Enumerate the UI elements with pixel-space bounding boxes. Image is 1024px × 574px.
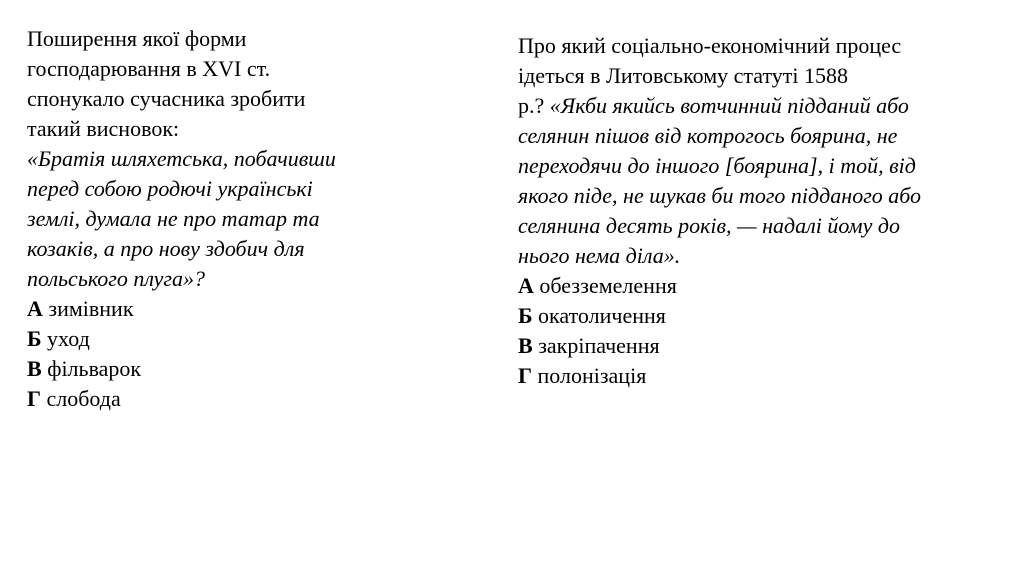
question-left-prompt-line: господарювання в XVI ст. (27, 56, 271, 81)
question-left-quote-line: перед собою родючі українські (27, 176, 313, 201)
answer-option-a[interactable] (518, 271, 998, 301)
option-letter: В (27, 356, 42, 381)
option-text: полонізація (532, 363, 647, 388)
question-right-prompt-line: Про який соціально-економічний процес (518, 33, 902, 58)
question-right-quote-line: селянин пішов від котрогось боярина, не (518, 123, 898, 148)
question-left-quote-line: польського плуга»? (27, 266, 206, 291)
question-left (27, 24, 397, 414)
question-left-quote-line: землі, думала не про татар та (27, 206, 320, 231)
question-right-quote-line: селянина десять років, — надалі йому до (518, 213, 900, 238)
option-letter: Г (27, 386, 41, 411)
question-right-quote-start: «Якби якийсь вотчинний підданий або (549, 93, 909, 118)
option-letter: Б (518, 303, 533, 328)
option-letter: В (518, 333, 533, 358)
answer-option-b[interactable] (518, 301, 998, 331)
question-left-quote-line: «Братія шляхетська, побачивши (27, 146, 336, 171)
answer-option-v[interactable] (27, 354, 397, 384)
question-left-prompt-line: Поширення якої форми (27, 26, 247, 51)
answer-option-h[interactable] (518, 361, 998, 391)
option-text: окатоличення (532, 303, 666, 328)
option-text: фільварок (41, 356, 142, 381)
question-right-quote-line: якого піде, не шукав би того підданого або (518, 183, 922, 208)
answer-option-v[interactable] (518, 331, 998, 361)
option-text: уход (41, 326, 90, 351)
question-left-prompt-line: спонукало сучасника зробити (27, 86, 306, 111)
answer-option-b[interactable] (27, 324, 397, 354)
option-letter: А (27, 296, 43, 321)
question-right-quote-line: нього нема діла». (518, 243, 681, 268)
option-letter: Г (518, 363, 532, 388)
question-right-prompt-prefix: р.? (518, 93, 550, 118)
question-right-prompt-line (518, 91, 998, 121)
question-left-quote-line: козаків, а про нову здобич для (27, 236, 305, 261)
option-text: обезземелення (533, 273, 677, 298)
question-left-prompt-line: такий висновок: (27, 116, 180, 141)
option-text: закріпачення (532, 333, 660, 358)
option-text: слобода (41, 386, 121, 411)
option-text: зимівник (42, 296, 134, 321)
answer-option-a[interactable] (27, 294, 397, 324)
option-letter: А (518, 273, 534, 298)
option-letter: Б (27, 326, 42, 351)
question-right-quote-line: переходячи до іншого [боярина], і той, від (518, 153, 916, 178)
answer-option-h[interactable] (27, 384, 397, 414)
question-right (518, 31, 998, 391)
question-right-prompt-line: ідеться в Литовському статуті 1588 (518, 63, 849, 88)
